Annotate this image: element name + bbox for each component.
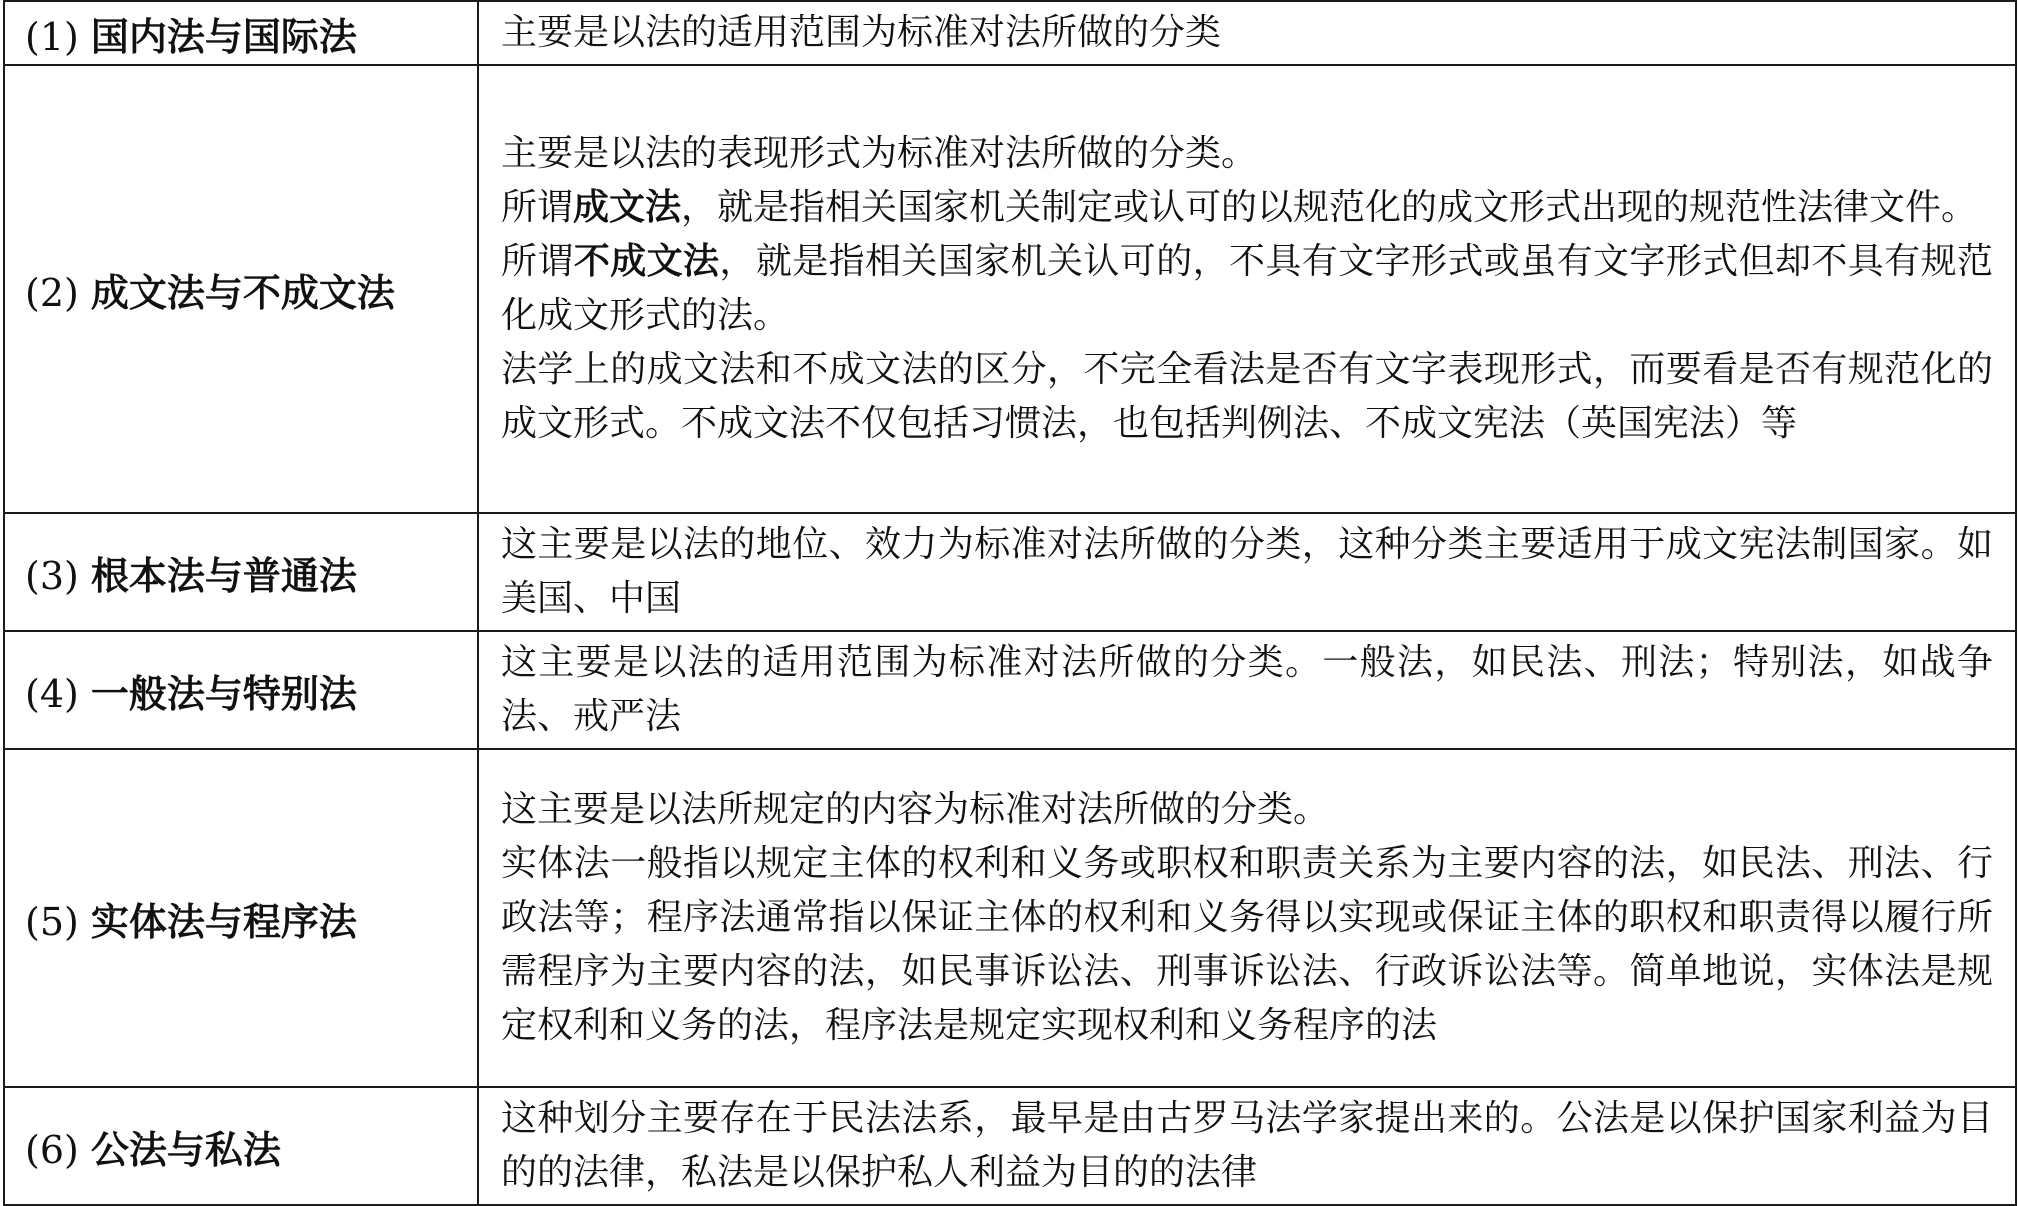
category-name: 实体法与程序法	[90, 899, 357, 944]
category-name: 成文法与不成文法	[90, 270, 395, 315]
description-text: 法学上的成文法和不成文法的区分，不完全看法是否有文字表现形式，而要看是否有规范化的成文形式。不成文法不仅包括习惯法，也包括判例法、不成文宪法（英国宪法）等	[501, 349, 1993, 444]
definition-body: ，就是指相关国家机关认可的，不具有文字形式或虽有文字形式但却不具有规范化成文形式的法。	[501, 241, 1993, 336]
category-name: 国内法与国际法	[90, 14, 357, 59]
description-cell	[478, 749, 2016, 1087]
definition-prefix: 所谓	[501, 187, 574, 228]
table-row	[4, 513, 2016, 631]
category-number: (6)	[25, 1127, 79, 1172]
description-cell	[478, 65, 2016, 513]
description-text: 主要是以法的适用范围为标准对法所做的分类	[501, 12, 1222, 53]
description-text: 这主要是以法的地位、效力为标准对法所做的分类，这种分类主要适用于成文宪法制国家。如美国、中国	[501, 524, 1993, 619]
table-row	[4, 1, 2016, 65]
description-text: 这主要是以法所规定的内容为标准对法所做的分类。	[501, 789, 1330, 830]
description-cell	[478, 513, 2016, 631]
description-cell	[478, 1, 2016, 65]
definition-paragraph	[501, 235, 1993, 343]
category-name: 公法与私法	[90, 1127, 281, 1172]
definition-paragraph	[501, 181, 1993, 235]
category-cell	[4, 631, 478, 749]
law-classification-table	[3, 0, 2017, 1206]
category-number: (1)	[25, 14, 79, 59]
defined-term: 不成文法	[573, 241, 720, 282]
definition-body: ，就是指相关国家机关制定或认可的以规范化的成文形式出现的规范性法律文件。	[681, 187, 1978, 228]
category-number: (4)	[25, 671, 79, 716]
description-text: 这主要是以法的适用范围为标准对法所做的分类。一般法，如民法、刑法；特别法，如战争法、戒严法	[501, 642, 1993, 737]
category-cell	[4, 513, 478, 631]
description-text: 实体法一般指以规定主体的权利和义务或职权和职责关系为主要内容的法，如民法、刑法、行政法等；程序法通常指以保证主体的权利和义务得以实现或保证主体的职权和职责得以履行所需程序为主要内容的法，如民事诉讼法、刑事诉讼法、行政诉讼法等。简单地说，实体法是规定权利和义务的法，程序法是规定实现权利和义务程序的法	[501, 843, 1993, 1046]
definition-prefix: 所谓	[501, 241, 574, 282]
table-row	[4, 749, 2016, 1087]
description-cell	[478, 1087, 2016, 1205]
category-name: 根本法与普通法	[90, 553, 357, 598]
defined-term: 成文法	[573, 187, 682, 228]
table-row	[4, 1087, 2016, 1205]
category-cell	[4, 65, 478, 513]
table-row	[4, 65, 2016, 513]
category-cell	[4, 1087, 478, 1205]
description-cell	[478, 631, 2016, 749]
category-number: (2)	[25, 270, 79, 315]
description-text: 主要是以法的表现形式为标准对法所做的分类。	[501, 133, 1258, 174]
category-number: (3)	[25, 553, 79, 598]
table-row	[4, 631, 2016, 749]
category-cell	[4, 1, 478, 65]
category-number: (5)	[25, 899, 79, 944]
category-name: 一般法与特别法	[90, 671, 357, 716]
description-text: 这种划分主要存在于民法法系，最早是由古罗马法学家提出来的。公法是以保护国家利益为目的的法律，私法是以保护私人利益为目的的法律	[501, 1098, 1993, 1193]
category-cell	[4, 749, 478, 1087]
